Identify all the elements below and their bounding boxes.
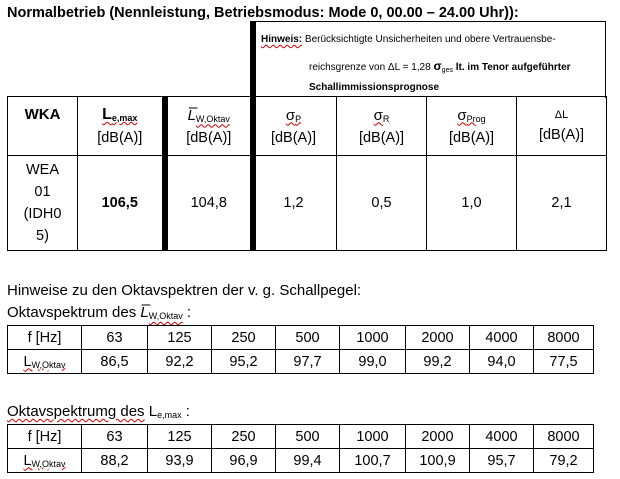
spectrum2-freq: 1000 bbox=[340, 425, 406, 449]
spectrum1-value: 92,2 bbox=[148, 350, 212, 374]
spectrum2-freq: 2000 bbox=[406, 425, 470, 449]
cell-lw-oktav: 104,8 bbox=[165, 156, 251, 251]
note-sigma: σ bbox=[433, 59, 442, 73]
spectrum1-freq: 8000 bbox=[534, 326, 594, 350]
spectrum2-value: 79,2 bbox=[534, 449, 594, 473]
spectrum2-freq: 4000 bbox=[470, 425, 534, 449]
cell-wka: WEA 01 (IDH0 5) bbox=[8, 156, 78, 251]
spectrum1-freq: 2000 bbox=[406, 326, 470, 350]
note-box bbox=[256, 21, 606, 98]
spectrum1-value: 97,7 bbox=[276, 350, 340, 374]
spectrum1-freq: 250 bbox=[212, 326, 276, 350]
spectrum2-freq: 250 bbox=[212, 425, 276, 449]
spectrum1-level-row bbox=[8, 350, 594, 374]
spectrum2-row-label: $L_{W,Oktav}$ bbox=[8, 449, 82, 473]
main-data-row bbox=[8, 156, 607, 251]
spectrum1-row-label: $L_{W,Oktav}$ bbox=[8, 350, 82, 374]
header-lw-oktav: $L̅_{W,Oktav}$ [dB(A)] bbox=[165, 97, 251, 156]
spectrum2-value: 100,9 bbox=[406, 449, 470, 473]
spectrum1-freq: 1000 bbox=[340, 326, 406, 350]
spectrum2-freq: 8000 bbox=[534, 425, 594, 449]
spectrum2-freq-row bbox=[8, 425, 594, 449]
spectrum1-f-label: f [Hz] bbox=[8, 326, 82, 350]
spectrum1-value: 95,2 bbox=[212, 350, 276, 374]
cell-sigma-r: 0,5 bbox=[337, 156, 427, 251]
note-line1: Berücksichtigte Unsicherheiten und obere Vertrauensbe- bbox=[304, 34, 556, 45]
note-sigma-sub: ges bbox=[441, 67, 453, 74]
section-title: Normalbetrieb (Nennleistung, Betriebsmodus: Mode 0, 00.00 – 24.00 Uhr)): bbox=[7, 5, 519, 21]
cell-sigma-prog: 1,0 bbox=[427, 156, 517, 251]
spectrum1-table bbox=[7, 325, 594, 374]
spectrum1-value: 99,2 bbox=[406, 350, 470, 374]
note-line3: Schallimmissionsprognose bbox=[309, 82, 440, 93]
spectrum2-value: 100,7 bbox=[340, 449, 406, 473]
spectrum2-freq: 63 bbox=[82, 425, 148, 449]
header-sigma-r: $\sigma_R$ [dB(A)] bbox=[337, 97, 427, 156]
cell-lemax: 106,5 bbox=[78, 156, 165, 251]
spectrum2-level-row bbox=[8, 449, 594, 473]
note-label: Hinweis: bbox=[261, 34, 303, 45]
spectrum2-freq: 125 bbox=[148, 425, 212, 449]
spectrum1-value: 94,0 bbox=[470, 350, 534, 374]
header-sigma-prog: $\sigma_{Prog}$ [dB(A)] bbox=[427, 97, 517, 156]
spectrum2-value: 99,4 bbox=[276, 449, 340, 473]
spectrum2-f-label: f [Hz] bbox=[8, 425, 82, 449]
spectrum1-freq: 63 bbox=[82, 326, 148, 350]
note-line2-suffix: lt. im Tenor aufgeführter bbox=[455, 62, 571, 73]
header-lemax: $L_{e,max}$ [dB(A)] bbox=[78, 97, 165, 156]
main-header-row bbox=[8, 97, 607, 156]
spectrum2-value: 95,7 bbox=[470, 449, 534, 473]
spectrum2-freq: 500 bbox=[276, 425, 340, 449]
note-line2-prefix: reichsgrenze von ΔL = 1,28 bbox=[309, 62, 431, 73]
spectrum2-table bbox=[7, 424, 594, 473]
header-delta-l: ΔL [dB(A)] bbox=[517, 97, 607, 156]
header-wka: WKA bbox=[8, 97, 78, 156]
spectrum1-freq: 4000 bbox=[470, 326, 534, 350]
spectrum2-value: 96,9 bbox=[212, 449, 276, 473]
spectrum1-freq-row bbox=[8, 326, 594, 350]
spectrum1-caption: Oktavspektrum des $L̅_{W,Oktav}$ : bbox=[7, 304, 192, 321]
spectrum1-freq: 125 bbox=[148, 326, 212, 350]
spectrum1-value: 77,5 bbox=[534, 350, 594, 374]
spectrum1-value: 99,0 bbox=[340, 350, 406, 374]
cell-delta-l: 2,1 bbox=[517, 156, 607, 251]
spectrum2-value: 88,2 bbox=[82, 449, 148, 473]
spectrum2-value: 93,9 bbox=[148, 449, 212, 473]
spectrum2-caption: Oktavspektrumg des $L_{e,max}$ : bbox=[7, 403, 190, 420]
spectrum1-freq: 500 bbox=[276, 326, 340, 350]
header-sigma-p: $\sigma_P$ [dB(A)] bbox=[251, 97, 337, 156]
spectra-hint: Hinweise zu den Oktavspektren der v. g. Schallpegel: bbox=[7, 282, 362, 299]
cell-sigma-p: 1,2 bbox=[251, 156, 337, 251]
spectrum1-value: 86,5 bbox=[82, 350, 148, 374]
main-table bbox=[7, 96, 607, 251]
